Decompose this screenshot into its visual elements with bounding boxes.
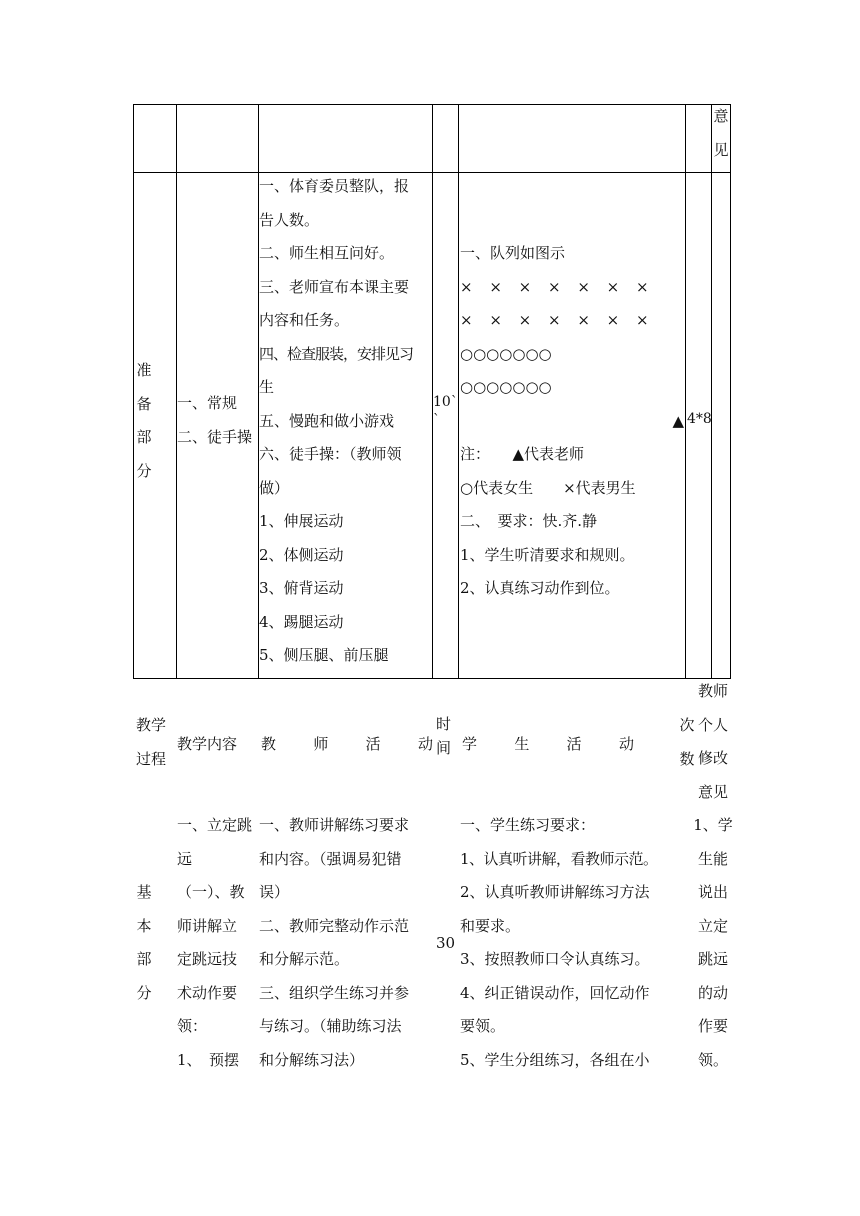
teacher-line: 2、体侧运动 (259, 545, 344, 564)
table-col-line (730, 104, 731, 679)
header-char: 次 (679, 716, 695, 734)
label-char: 本 (136, 916, 152, 935)
student-line: 和要求。 (460, 916, 521, 935)
basic-opinion (693, 809, 733, 1077)
header-text: 教师 (697, 682, 728, 700)
header-char: 数 (679, 749, 695, 768)
label-char: 备 (136, 394, 152, 413)
teacher-line: 二、教师完整动作示范 (259, 916, 410, 935)
content-line: 远 (177, 849, 193, 868)
content-line: 领： (177, 1017, 208, 1035)
teacher-line: 和分解练习法） (259, 1050, 365, 1069)
legend-note: 注： ▲代表老师 (460, 445, 585, 463)
opinion-line: 跳远 (697, 950, 728, 968)
header-char: 动 (618, 735, 634, 753)
opinion-line: 立定 (697, 916, 728, 935)
student-line: 2、认真听教师讲解练习方法 (460, 883, 650, 901)
label-char: 分 (136, 983, 152, 1002)
header-process (133, 709, 169, 776)
content-line: 一、立定跳 (177, 816, 253, 834)
basic-student-activities (460, 809, 658, 1077)
teacher-line: 生 (259, 378, 275, 396)
content-line: 师讲解立 (177, 916, 238, 935)
teacher-line: 4、踢腿运动 (259, 612, 344, 631)
formation-row-boys: × × × × × × × (460, 277, 649, 296)
student-line: 一、学生练习要求： (460, 816, 596, 834)
student-line: 3、按照教师口令认真练习。 (460, 950, 650, 968)
header-char: 活 (566, 735, 582, 753)
teacher-line: 与练习。（辅助练习法 (259, 1017, 402, 1035)
student-line: 1、认真听讲解，看教师示范。 (460, 849, 658, 868)
opinion-line: 生能 (697, 849, 728, 868)
header-char: 教 (261, 735, 277, 753)
opinion-line: 领。 (697, 1050, 728, 1069)
teacher-line: 三、组织学生练习并参 (259, 983, 410, 1002)
formation-row-girls: ○○○○○○○ (460, 378, 552, 396)
formation-row-boys: × × × × × × × (460, 311, 649, 329)
header-text: 意见 (697, 782, 728, 801)
teacher-line: 和分解示范。 (259, 950, 350, 968)
teacher-line: 告人数。 (259, 210, 320, 229)
teacher-line: 四、检查服装，安排见习 (259, 344, 414, 363)
header-char: 时 (436, 715, 452, 733)
teacher-line: 和内容。（强调易犯错 (259, 849, 402, 868)
header-content: 教学内容 (177, 735, 238, 753)
teacher-line: 做） (259, 478, 290, 497)
header-text: 修改 (697, 749, 728, 767)
label-char: 部 (136, 950, 152, 968)
header-time (436, 712, 451, 760)
teacher-line: 内容和任务。 (259, 311, 350, 329)
teacher-line: 三、老师宣布本课主要 (259, 277, 410, 296)
opinion-line: 作要 (697, 1017, 728, 1035)
basic-content (177, 809, 252, 1077)
content-line: （一）、教 (177, 883, 245, 901)
teacher-line: 3、俯背运动 (259, 579, 344, 597)
label-char: 部 (136, 428, 152, 446)
prep-teacher-activities (259, 170, 413, 673)
header-count (677, 709, 697, 776)
time-line: ` (433, 412, 440, 428)
header-text: 教学 (135, 716, 166, 734)
label-char: 分 (136, 461, 152, 480)
prep-section-label (133, 354, 155, 488)
opinion-header-char: 意 (713, 107, 729, 125)
table-col-line (458, 104, 459, 679)
content-line: 定跳远技 (177, 950, 238, 968)
header-char: 师 (313, 735, 329, 753)
label-char: 准 (136, 361, 152, 379)
label-char: 基 (136, 883, 152, 901)
header-char: 学 (462, 735, 478, 753)
header-student (462, 733, 634, 754)
header-char: 动 (417, 735, 433, 753)
header-teacher (261, 733, 433, 754)
basic-teacher-activities (259, 809, 409, 1077)
prep-student-activities (460, 237, 684, 606)
teacher-marker: ▲ (672, 411, 684, 430)
student-line: 要领。 (460, 1017, 506, 1035)
opinion-line: 说出 (697, 883, 728, 901)
content-line: 二、徒手操 (177, 427, 253, 446)
header-text: 个人 (697, 715, 728, 734)
student-line: 4、纠正错误动作，回忆动作 (460, 983, 650, 1002)
opinion-line: 1、学 (693, 816, 733, 834)
teacher-line: 五、慢跑和做小游戏 (259, 411, 395, 430)
teacher-line: 一、体育委员整队，报 (259, 177, 410, 195)
opinion-header-char: 见 (713, 140, 729, 159)
student-line: 2、认真练习动作到位。 (460, 579, 620, 597)
time-line: 10` (433, 394, 458, 410)
student-line: 5、学生分组练习，各组在小 (460, 1050, 650, 1069)
teacher-line: 二、师生相互问好。 (259, 244, 395, 262)
content-line: 一、常规 (177, 394, 238, 412)
teacher-line: 一、教师讲解练习要求 (259, 816, 410, 834)
student-line: 1、学生听清要求和规则。 (460, 545, 635, 564)
header-opinion (695, 675, 731, 809)
legend-note: ○代表女生 ×代表男生 (460, 478, 636, 497)
prep-time (433, 392, 458, 428)
header-char: 活 (365, 735, 381, 753)
prep-content (177, 387, 252, 454)
header-char: 生 (514, 735, 530, 753)
content-line: 1、 预摆 (177, 1050, 240, 1069)
table-col-line (711, 104, 712, 679)
teacher-line: 5、侧压腿、前压腿 (259, 646, 389, 664)
teacher-line: 六、徒手操：（教师领 (259, 445, 402, 463)
basic-section-label (133, 876, 155, 1010)
opinion-line: 的动 (697, 983, 728, 1002)
teacher-line: 误） (259, 883, 290, 901)
opinion-header (711, 100, 731, 167)
basic-time: 30 (436, 934, 456, 952)
formation-row-girls: ○○○○○○○ (460, 344, 552, 363)
student-line: 一、队列如图示 (460, 244, 566, 262)
header-char: 间 (436, 739, 452, 757)
header-text: 过程 (135, 749, 166, 768)
content-line: 术动作要 (177, 983, 238, 1002)
student-line: 二、 要求：快.齐.静 (460, 512, 598, 530)
prep-count: 4*8 (687, 411, 712, 427)
table-col-line (685, 104, 686, 679)
teacher-line: 1、伸展运动 (259, 512, 344, 530)
